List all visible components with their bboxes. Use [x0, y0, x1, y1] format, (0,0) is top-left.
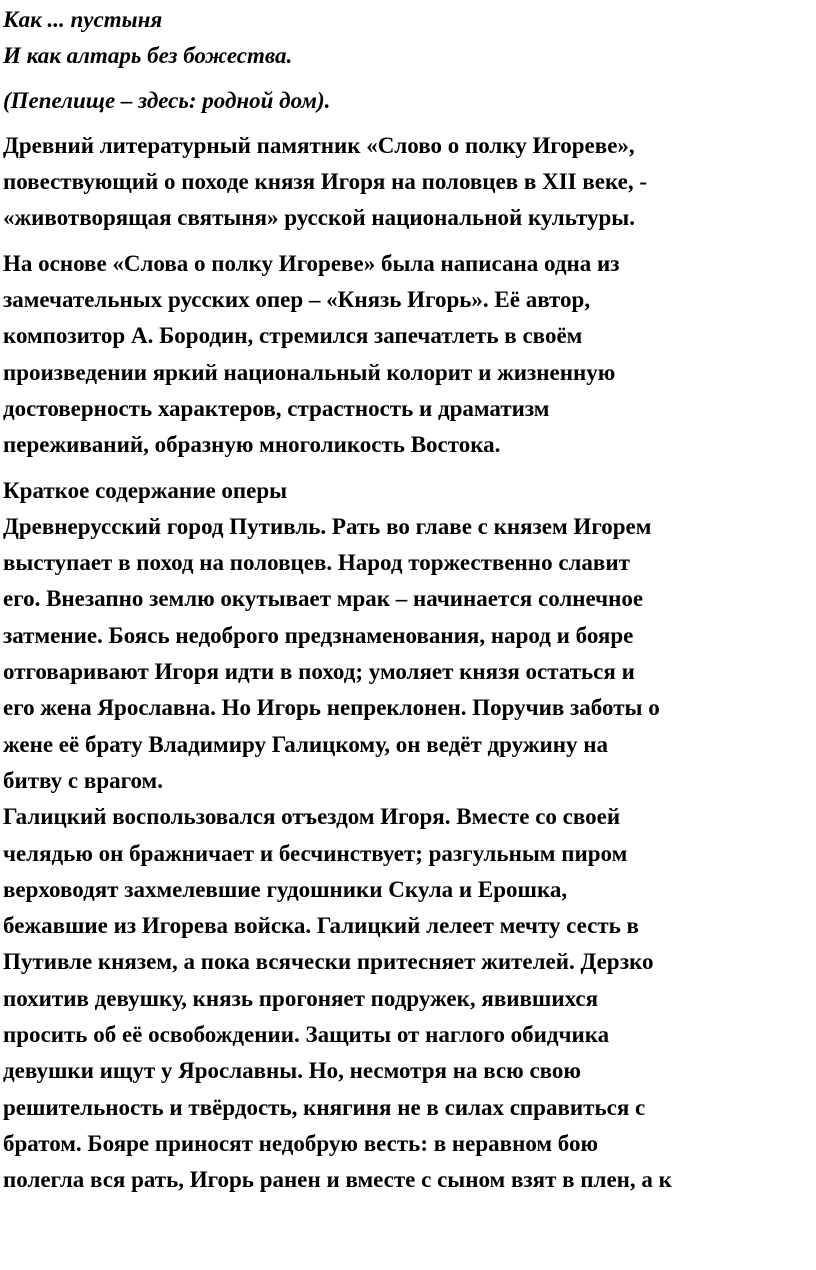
text-line: Древнерусский город Путивль. Рать во главе с князем Игорем: [3, 513, 652, 539]
epigraph: [3, 2, 816, 75]
text-line: челядью он бражничает и бесчинствует; разгульным пиром: [3, 840, 628, 866]
text-line: Путивле князем, а пока всячески притесняет жителей. Дерзко: [3, 949, 654, 975]
text-line: произведении яркий национальный колорит и жизненную: [3, 359, 616, 385]
text-line: «животворящая святыня» русской национальной культуры.: [3, 205, 635, 231]
text-line: решительность и твёрдость, княгиня не в силах справиться с: [3, 1094, 646, 1120]
text-line: жене её брату Владимиру Галицкому, он ведёт дружину на: [3, 731, 609, 757]
summary-heading: Краткое содержание оперы: [3, 477, 288, 503]
text-line: бежавшие из Игорева войска. Галицкий лелеет мечту сесть в: [3, 913, 639, 939]
summary-paragraph-2: [3, 799, 816, 1198]
note-line: (Пепелище – здесь: родной дом).: [3, 87, 331, 113]
text-line: похитив девушку, князь прогоняет подружек, явившихся: [3, 985, 599, 1011]
paragraph-1: [3, 128, 816, 237]
text-line: затмение. Боясь недоброго предзнаменования, народ и бояре: [3, 622, 634, 648]
paragraph-2: [3, 246, 816, 464]
epigraph-line: И как алтарь без божества.: [3, 43, 293, 69]
text-line: его. Внезапно землю окутывает мрак – начинается солнечное: [3, 586, 644, 612]
text-line: Древний литературный памятник «Слово о полку Игореве»,: [3, 132, 635, 158]
text-line: переживаний, образную многоликость Востока.: [3, 432, 501, 458]
summary-paragraph-1: [3, 509, 816, 799]
text-line: композитор А. Бородин, стремился запечатлеть в своём: [3, 323, 583, 349]
text-line: отговаривают Игоря идти в поход; умоляет князя остаться и: [3, 659, 635, 685]
text-line: битву с врагом.: [3, 767, 163, 793]
text-line: На основе «Слова о полку Игореве» была написана одна из: [3, 250, 620, 276]
text-line: братом. Бояре приносят недобрую весть: в неравном бою: [3, 1130, 599, 1156]
text-line: Галицкий воспользовался отъездом Игоря. Вместе со своей: [3, 804, 621, 830]
text-line: девушки ищут у Ярославны. Но, несмотря на всю свою: [3, 1058, 582, 1084]
text-line: замечательных русских опер – «Князь Игорь». Её автор,: [3, 287, 591, 313]
text-line: верховодят захмелевшие гудошники Скула и Ерошка,: [3, 876, 568, 902]
text-line: повествующий о походе князя Игоря на половцев в XII веке, -: [3, 169, 648, 195]
text-line: просить об её освобождении. Защиты от наглого обидчика: [3, 1022, 610, 1048]
text-line: выступает в поход на половцев. Народ торжественно славит: [3, 550, 630, 576]
epigraph-line: Как ... пустыня: [3, 7, 163, 32]
text-line: его жена Ярославна. Но Игорь непреклонен. Поручив заботы о: [3, 695, 660, 721]
text-line: достоверность характеров, страстность и драматизм: [3, 395, 550, 421]
text-line: полегла вся рать, Игорь ранен и вместе с сыном взят в плен, а к: [3, 1167, 672, 1193]
